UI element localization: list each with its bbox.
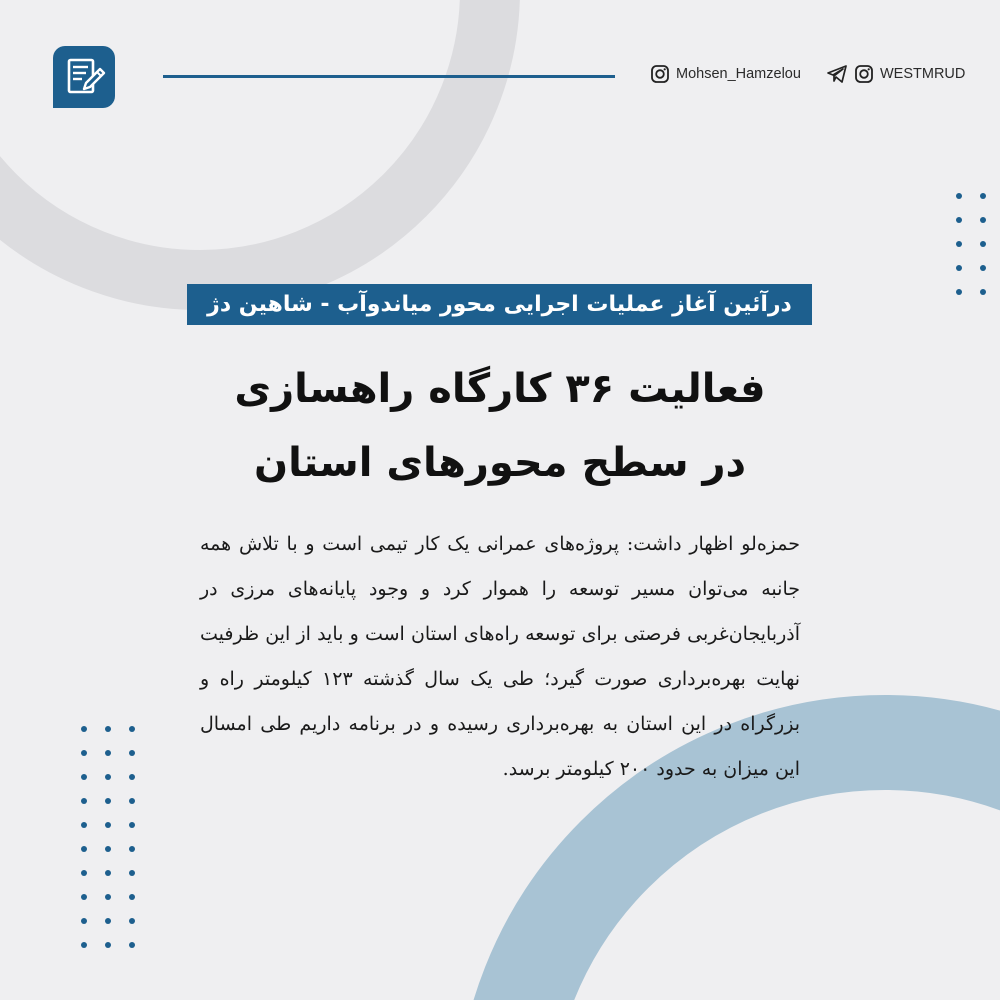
note-pencil-icon bbox=[62, 55, 106, 99]
decorative-dot bbox=[105, 942, 111, 948]
body-paragraph: حمزه‌لو اظهار داشت: پروژه‌های عمرانی یک کار تیمی است و با تلاش همه جانبه می‌توان مسیر توسعه را هموار کرد و وجود پایانه‌های مرزی در آذربایجان‌غربی فرصتی برای توسعه راه‌های استان است و باید از این ظرفیت نهایت بهره‌برداری صورت گیرد؛ طی یک سال گذشته ۱۲۳ کیلومتر راه و بزرگراه در این استان به بهره‌برداری رسیده و در برنامه داریم طی امسال این میزان به حدود ۲۰۰ کیلومتر برسد. bbox=[200, 533, 800, 780]
decorative-dot bbox=[129, 822, 135, 828]
social-handle-telegram-instagram[interactable] bbox=[826, 64, 965, 84]
decorative-dot bbox=[105, 726, 111, 732]
decorative-dot bbox=[980, 289, 986, 295]
decorative-dot bbox=[129, 750, 135, 756]
decorative-dot bbox=[81, 774, 87, 780]
decorative-dot bbox=[105, 870, 111, 876]
decorative-dot bbox=[956, 265, 962, 271]
decorative-dot bbox=[980, 193, 986, 199]
decorative-dot bbox=[129, 774, 135, 780]
decorative-dot bbox=[81, 918, 87, 924]
decorative-dot bbox=[81, 870, 87, 876]
decorative-dot bbox=[129, 870, 135, 876]
logo bbox=[53, 46, 115, 108]
headline-line-1: فعالیت ۳۶ کارگاه راهسازی bbox=[234, 366, 766, 412]
decorative-dot bbox=[129, 846, 135, 852]
telegram-icon bbox=[826, 64, 848, 84]
decorative-dot-grid-left bbox=[81, 726, 135, 948]
decorative-dot bbox=[956, 289, 962, 295]
decorative-dot bbox=[980, 241, 986, 247]
decorative-dot bbox=[105, 918, 111, 924]
decorative-dot bbox=[129, 918, 135, 924]
header-divider bbox=[163, 75, 615, 78]
decorative-dot bbox=[105, 894, 111, 900]
decorative-dot bbox=[129, 726, 135, 732]
decorative-dot bbox=[129, 894, 135, 900]
decorative-dot bbox=[81, 846, 87, 852]
decorative-dot bbox=[956, 193, 962, 199]
headline-line-2: در سطح محورهای استان bbox=[253, 440, 747, 486]
instagram-icon bbox=[650, 64, 670, 84]
decorative-dot bbox=[956, 217, 962, 223]
decorative-dot bbox=[81, 726, 87, 732]
instagram-handle: Mohsen_Hamzelou bbox=[676, 66, 801, 82]
subtitle-banner bbox=[187, 284, 812, 325]
decorative-dot bbox=[81, 942, 87, 948]
decorative-dot bbox=[105, 750, 111, 756]
decorative-dot bbox=[980, 265, 986, 271]
decorative-dot bbox=[980, 217, 986, 223]
decorative-dot bbox=[105, 846, 111, 852]
decorative-dot bbox=[105, 774, 111, 780]
decorative-dot bbox=[81, 894, 87, 900]
decorative-dot bbox=[81, 822, 87, 828]
subtitle-text: درآئین آغاز عملیات اجرایی محور میاندوآب - شاهین دژ bbox=[207, 292, 792, 317]
decorative-dot bbox=[81, 750, 87, 756]
instagram-icon bbox=[854, 64, 874, 84]
social-handle-instagram[interactable] bbox=[650, 64, 801, 84]
decorative-dot bbox=[105, 798, 111, 804]
channel-handle: WESTMRUD bbox=[880, 66, 966, 82]
decorative-dot bbox=[956, 241, 962, 247]
decorative-dot-grid-right bbox=[956, 193, 986, 295]
decorative-dot bbox=[129, 942, 135, 948]
decorative-dot bbox=[81, 798, 87, 804]
decorative-dot bbox=[129, 798, 135, 804]
decorative-dot bbox=[105, 822, 111, 828]
